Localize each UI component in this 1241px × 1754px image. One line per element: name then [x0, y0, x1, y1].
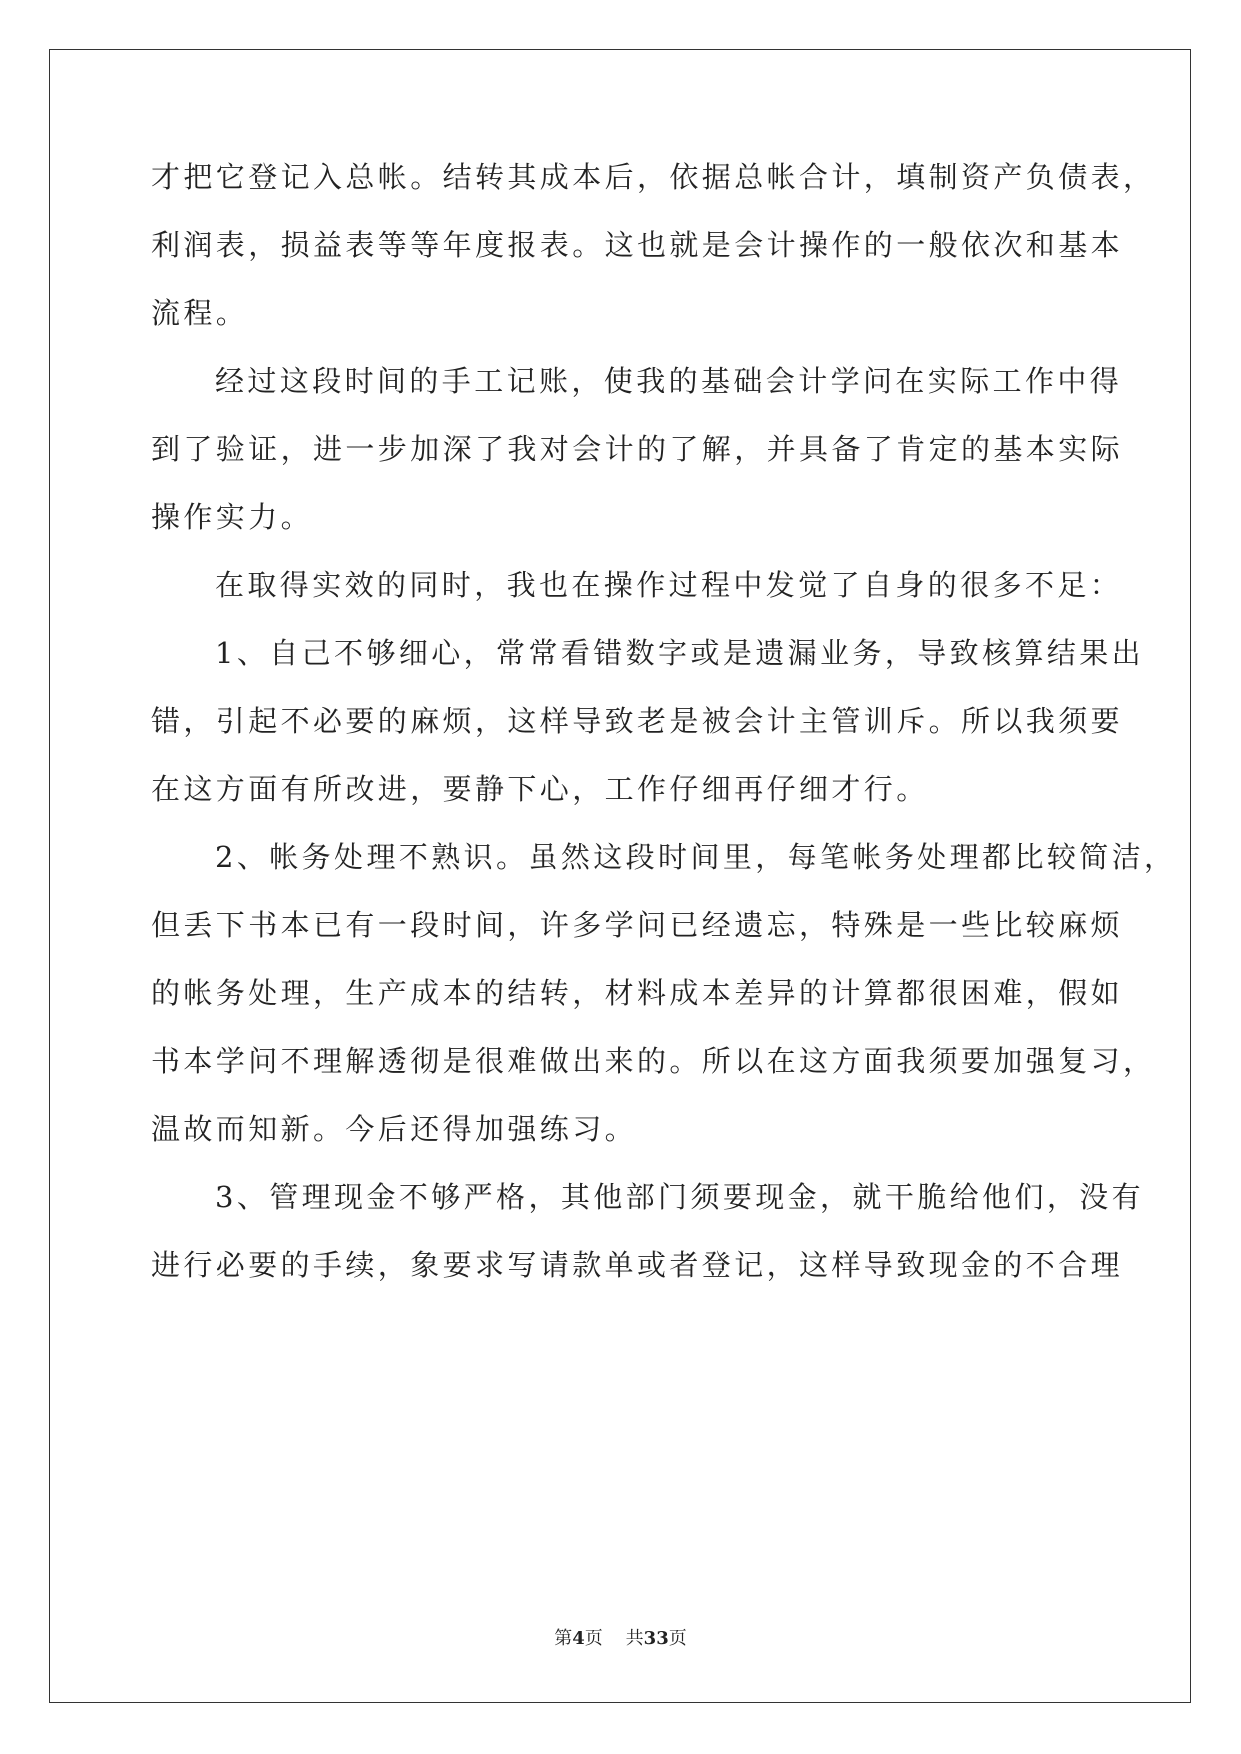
text-line: 进行必要的手续，象要求写请款单或者登记，这样导致现金的不合理: [151, 1248, 1124, 1282]
paragraph-start-line: 2、帐务处理不熟识。虽然这段时间里，每笔帐务处理都比较简洁，: [215, 840, 1177, 874]
text-line: 操作实力。: [151, 500, 314, 534]
text-line: 温故而知新。今后还得加强练习。: [151, 1112, 638, 1146]
page-number: 4: [572, 1628, 585, 1649]
text-line: 但丢下书本已有一段时间，许多学问已经遗忘，特殊是一些比较麻烦: [151, 908, 1124, 942]
paragraph-start-line: 在取得实效的同时，我也在操作过程中发觉了自身的很多不足：: [215, 568, 1123, 602]
text-line: 在这方面有所改进，要静下心，工作仔细再仔细才行。: [151, 772, 929, 806]
total-pages: 33: [643, 1628, 669, 1649]
page-suffix: 页: [584, 1628, 603, 1649]
text-line: 才把它登记入总帐。结转其成本后，依据总帐合计，填制资产负债表，: [151, 160, 1156, 194]
text-line: 书本学问不理解透彻是很难做出来的。所以在这方面我须要加强复习，: [151, 1044, 1156, 1078]
paragraph-start-line: 1、自己不够细心，常常看错数字或是遗漏业务，导致核算结果出: [215, 636, 1145, 670]
page-footer: [0, 1627, 1241, 1651]
text-line: 利润表，损益表等等年度报表。这也就是会计操作的一般依次和基本: [151, 228, 1124, 262]
text-line: 到了验证，进一步加深了我对会计的了解，并具备了肯定的基本实际: [151, 432, 1124, 466]
total-prefix: 共: [625, 1628, 644, 1649]
paragraph-start-line: 经过这段时间的手工记账，使我的基础会计学问在实际工作中得: [215, 364, 1123, 398]
text-line: 错，引起不必要的麻烦，这样导致老是被会计主管训斥。所以我须要: [151, 704, 1124, 738]
total-suffix: 页: [668, 1628, 687, 1649]
text-line: 流程。: [151, 296, 249, 330]
paragraph-start-line: 3、管理现金不够严格，其他部门须要现金，就干脆给他们，没有: [215, 1180, 1145, 1214]
text-line: 的帐务处理，生产成本的结转，材料成本差异的计算都很困难，假如: [151, 976, 1124, 1010]
page-prefix: 第: [554, 1628, 573, 1649]
